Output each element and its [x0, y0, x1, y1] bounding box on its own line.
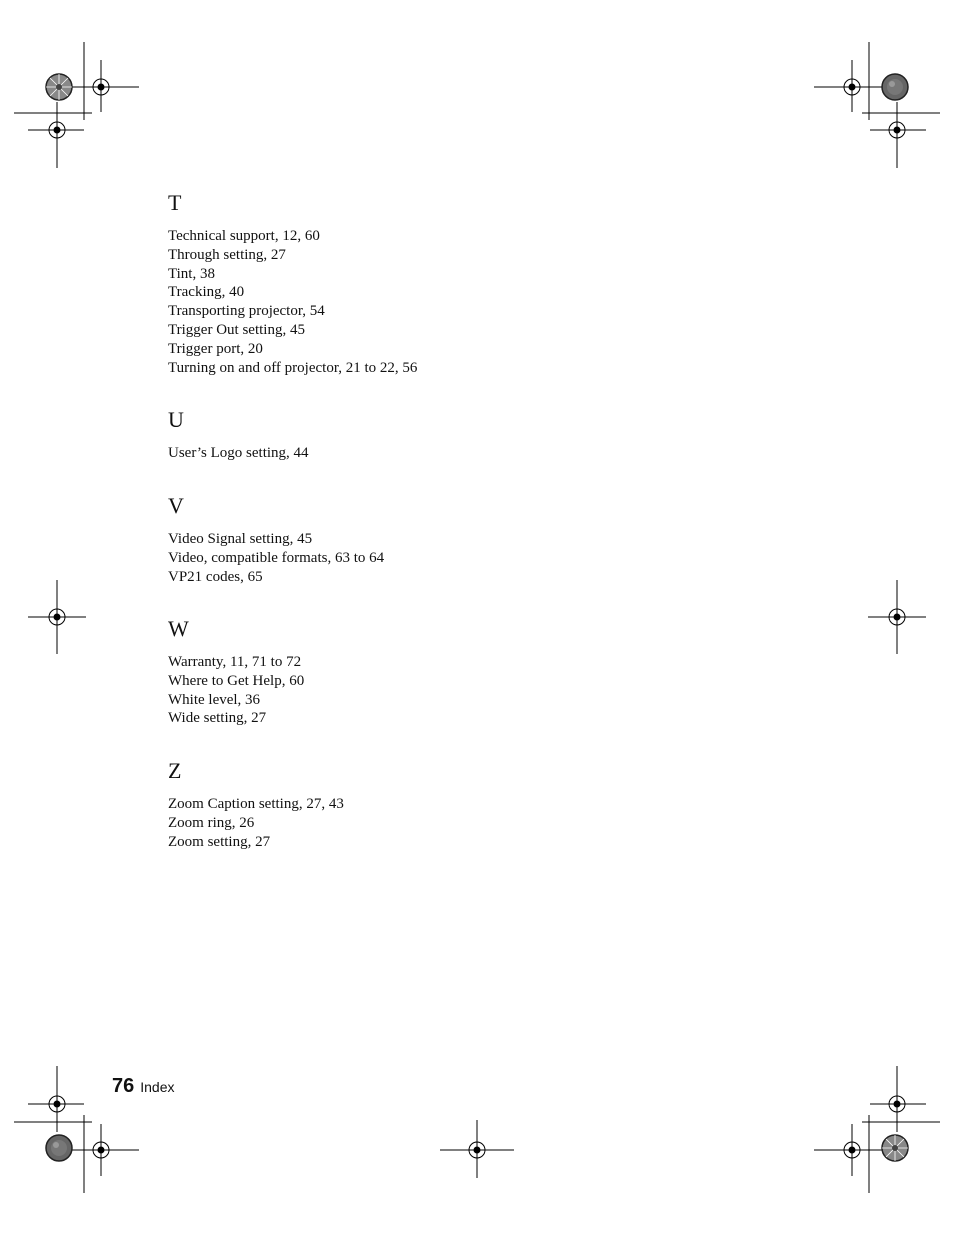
entry-list	[168, 653, 304, 728]
index-entry: Trigger Out setting, 45	[168, 321, 305, 338]
index-entry: Where to Get Help, 60	[168, 672, 305, 689]
registration-mark-top-right-outer	[814, 42, 890, 120]
registration-mark-top-left-outer	[63, 42, 139, 120]
index-entry: Tracking, 40	[168, 284, 245, 301]
index-entry: Tint, 38	[168, 265, 215, 282]
entry-list	[168, 227, 417, 377]
index-entry: Turning on and off projector, 21 to 22, 56	[168, 359, 418, 376]
index-section-w	[168, 616, 304, 728]
entry-list	[168, 444, 309, 463]
index-entry: Zoom setting, 27	[168, 833, 271, 850]
index-section-z	[168, 758, 344, 851]
section-letter: W	[168, 616, 189, 641]
index-entry: VP21 codes, 65	[168, 568, 263, 585]
entry-list	[168, 795, 344, 851]
star-target-top-left	[46, 74, 72, 100]
registration-mark-bottom-left-inner	[14, 1066, 92, 1132]
running-title: Index	[140, 1079, 175, 1095]
index-entry: Through setting, 27	[168, 246, 286, 263]
index-entry: User’s Logo setting, 44	[168, 445, 309, 461]
index-entry: Zoom ring, 26	[168, 814, 255, 831]
index-section-v	[168, 493, 384, 586]
section-letter: U	[168, 407, 184, 432]
entry-list	[168, 530, 384, 586]
index-entry: Technical support, 12, 60	[168, 228, 320, 244]
index-entry: White level, 36	[168, 691, 261, 708]
index-entry: Transporting projector, 54	[168, 303, 325, 320]
section-letter: Z	[168, 758, 182, 783]
section-letter: T	[168, 190, 182, 215]
star-target-bottom-right	[882, 1135, 908, 1161]
index-entry: Warranty, 11, 71 to 72	[168, 654, 302, 670]
index-entry: Wide setting, 27	[168, 710, 267, 727]
registration-mark-top-left-inner	[14, 102, 92, 168]
index-entry: Zoom Caption setting, 27, 43	[168, 796, 344, 812]
registration-mark-middle-left	[28, 580, 86, 654]
star-target-top-right	[882, 74, 908, 100]
registration-mark-bottom-right-outer	[814, 1115, 890, 1193]
registration-mark-bottom-right-inner	[862, 1066, 940, 1132]
index-section-u	[168, 407, 309, 463]
registration-mark-middle-right	[868, 580, 926, 654]
registration-mark-bottom-center	[440, 1120, 514, 1178]
page-footer	[112, 1075, 175, 1098]
star-target-bottom-left	[46, 1135, 72, 1161]
registration-mark-top-right-inner	[862, 102, 940, 168]
index-entry: Video, compatible formats, 63 to 64	[168, 549, 385, 566]
index-section-t	[168, 190, 417, 377]
registration-mark-bottom-left-outer	[63, 1115, 139, 1193]
page-number: 76	[112, 1075, 135, 1097]
index-entry: Video Signal setting, 45	[168, 531, 313, 547]
section-letter: V	[168, 493, 184, 518]
index-entry: Trigger port, 20	[168, 340, 263, 357]
